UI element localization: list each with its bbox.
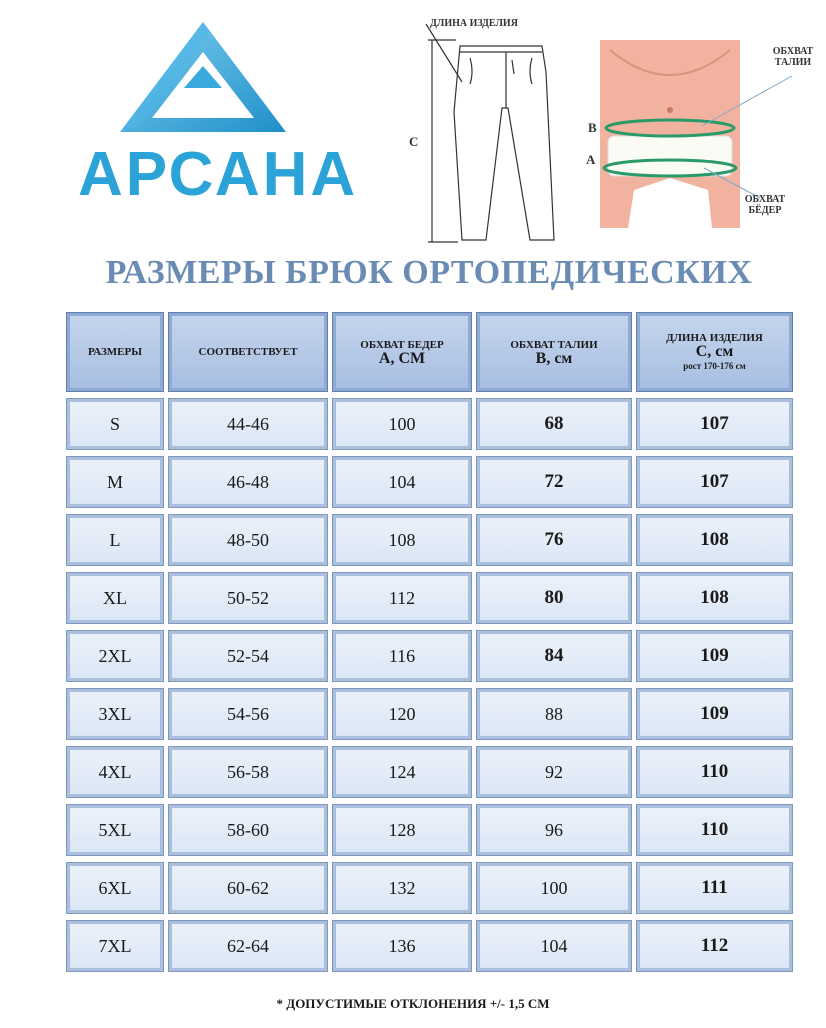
header-line: ОБХВАТ БЕДЕР [360, 339, 444, 351]
table-cell: XL [66, 572, 164, 624]
table-cell: 120 [332, 688, 472, 740]
header-cell [66, 312, 164, 392]
table-cell: M [66, 456, 164, 508]
table-cell: 104 [476, 920, 632, 972]
table-cell: S [66, 398, 164, 450]
size-table [66, 312, 793, 974]
header-line: РАЗМЕРЫ [87, 346, 143, 358]
table-cell: 116 [332, 630, 472, 682]
table-cell: 3XL [66, 688, 164, 740]
header-line: ДЛИНА ИЗДЕЛИЯ [666, 332, 763, 344]
table-cell: 46-48 [168, 456, 328, 508]
header-line: В, см [535, 350, 573, 367]
table-cell: 112 [332, 572, 472, 624]
header-line: СООТВЕТСТВУЕТ [198, 346, 298, 358]
table-cell: 110 [636, 746, 793, 798]
table-cell: 68 [476, 398, 632, 450]
brand-name: АРСАНА [78, 140, 359, 209]
table-cell: 96 [476, 804, 632, 856]
table-cell: 76 [476, 514, 632, 566]
table-cell: 128 [332, 804, 472, 856]
table-cell: 92 [476, 746, 632, 798]
table-cell: 108 [332, 514, 472, 566]
waist-label: ОБХВАТ ТАЛИИ [772, 46, 814, 68]
table-cell: 100 [476, 862, 632, 914]
header-line: рост 170-176 см [683, 361, 746, 371]
pants-c-letter: C [409, 134, 419, 149]
table-cell: 62-64 [168, 920, 328, 972]
table-cell: 112 [636, 920, 793, 972]
table-cell: 56-58 [168, 746, 328, 798]
page-title: РАЗМЕРЫ БРЮК ОРТОПЕДИЧЕСКИХ [105, 254, 753, 291]
header-cell [168, 312, 328, 392]
table-cell: 7XL [66, 920, 164, 972]
table-cell: 60-62 [168, 862, 328, 914]
header-cell [476, 312, 632, 392]
table-cell: 107 [636, 398, 793, 450]
table-cell: 44-46 [168, 398, 328, 450]
table-cell: 80 [476, 572, 632, 624]
table-cell: 110 [636, 804, 793, 856]
pants-length-label: ДЛИНА ИЗДЕЛИЯ [430, 18, 518, 29]
pants-diagram [404, 12, 564, 248]
waist-letter-b: B [588, 120, 597, 135]
table-cell: 109 [636, 688, 793, 740]
header-cell [332, 312, 472, 392]
header-cell [636, 312, 793, 392]
header-line: А, СМ [378, 350, 426, 367]
table-cell: 100 [332, 398, 472, 450]
table-cell: 124 [332, 746, 472, 798]
table-cell: 50-52 [168, 572, 328, 624]
tolerance-footnote: * ДОПУСТИМЫЕ ОТКЛОНЕНИЯ +/- 1,5 СМ [276, 996, 550, 1011]
table-cell: 88 [476, 688, 632, 740]
table-cell: 58-60 [168, 804, 328, 856]
table-cell: 108 [636, 572, 793, 624]
table-cell: 108 [636, 514, 793, 566]
waist-pointer-line [700, 70, 800, 150]
table-cell: 52-54 [168, 630, 328, 682]
table-cell: 132 [332, 862, 472, 914]
table-cell: 6XL [66, 862, 164, 914]
header-line: С, см [695, 343, 734, 360]
table-cell: 111 [636, 862, 793, 914]
table-cell: 109 [636, 630, 793, 682]
hip-label: ОБХВАТ БЁДЕР [744, 194, 786, 216]
table-cell: 5XL [66, 804, 164, 856]
table-cell: 48-50 [168, 514, 328, 566]
table-cell: L [66, 514, 164, 566]
table-cell: 136 [332, 920, 472, 972]
table-cell: 72 [476, 456, 632, 508]
table-cell: 4XL [66, 746, 164, 798]
table-cell: 2XL [66, 630, 164, 682]
brand-logo-icon [118, 18, 288, 138]
table-cell: 84 [476, 630, 632, 682]
table-cell: 104 [332, 456, 472, 508]
table-cell: 107 [636, 456, 793, 508]
table-cell: 54-56 [168, 688, 328, 740]
header-line: ОБХВАТ ТАЛИИ [510, 339, 598, 351]
hip-letter-a: A [586, 152, 596, 167]
